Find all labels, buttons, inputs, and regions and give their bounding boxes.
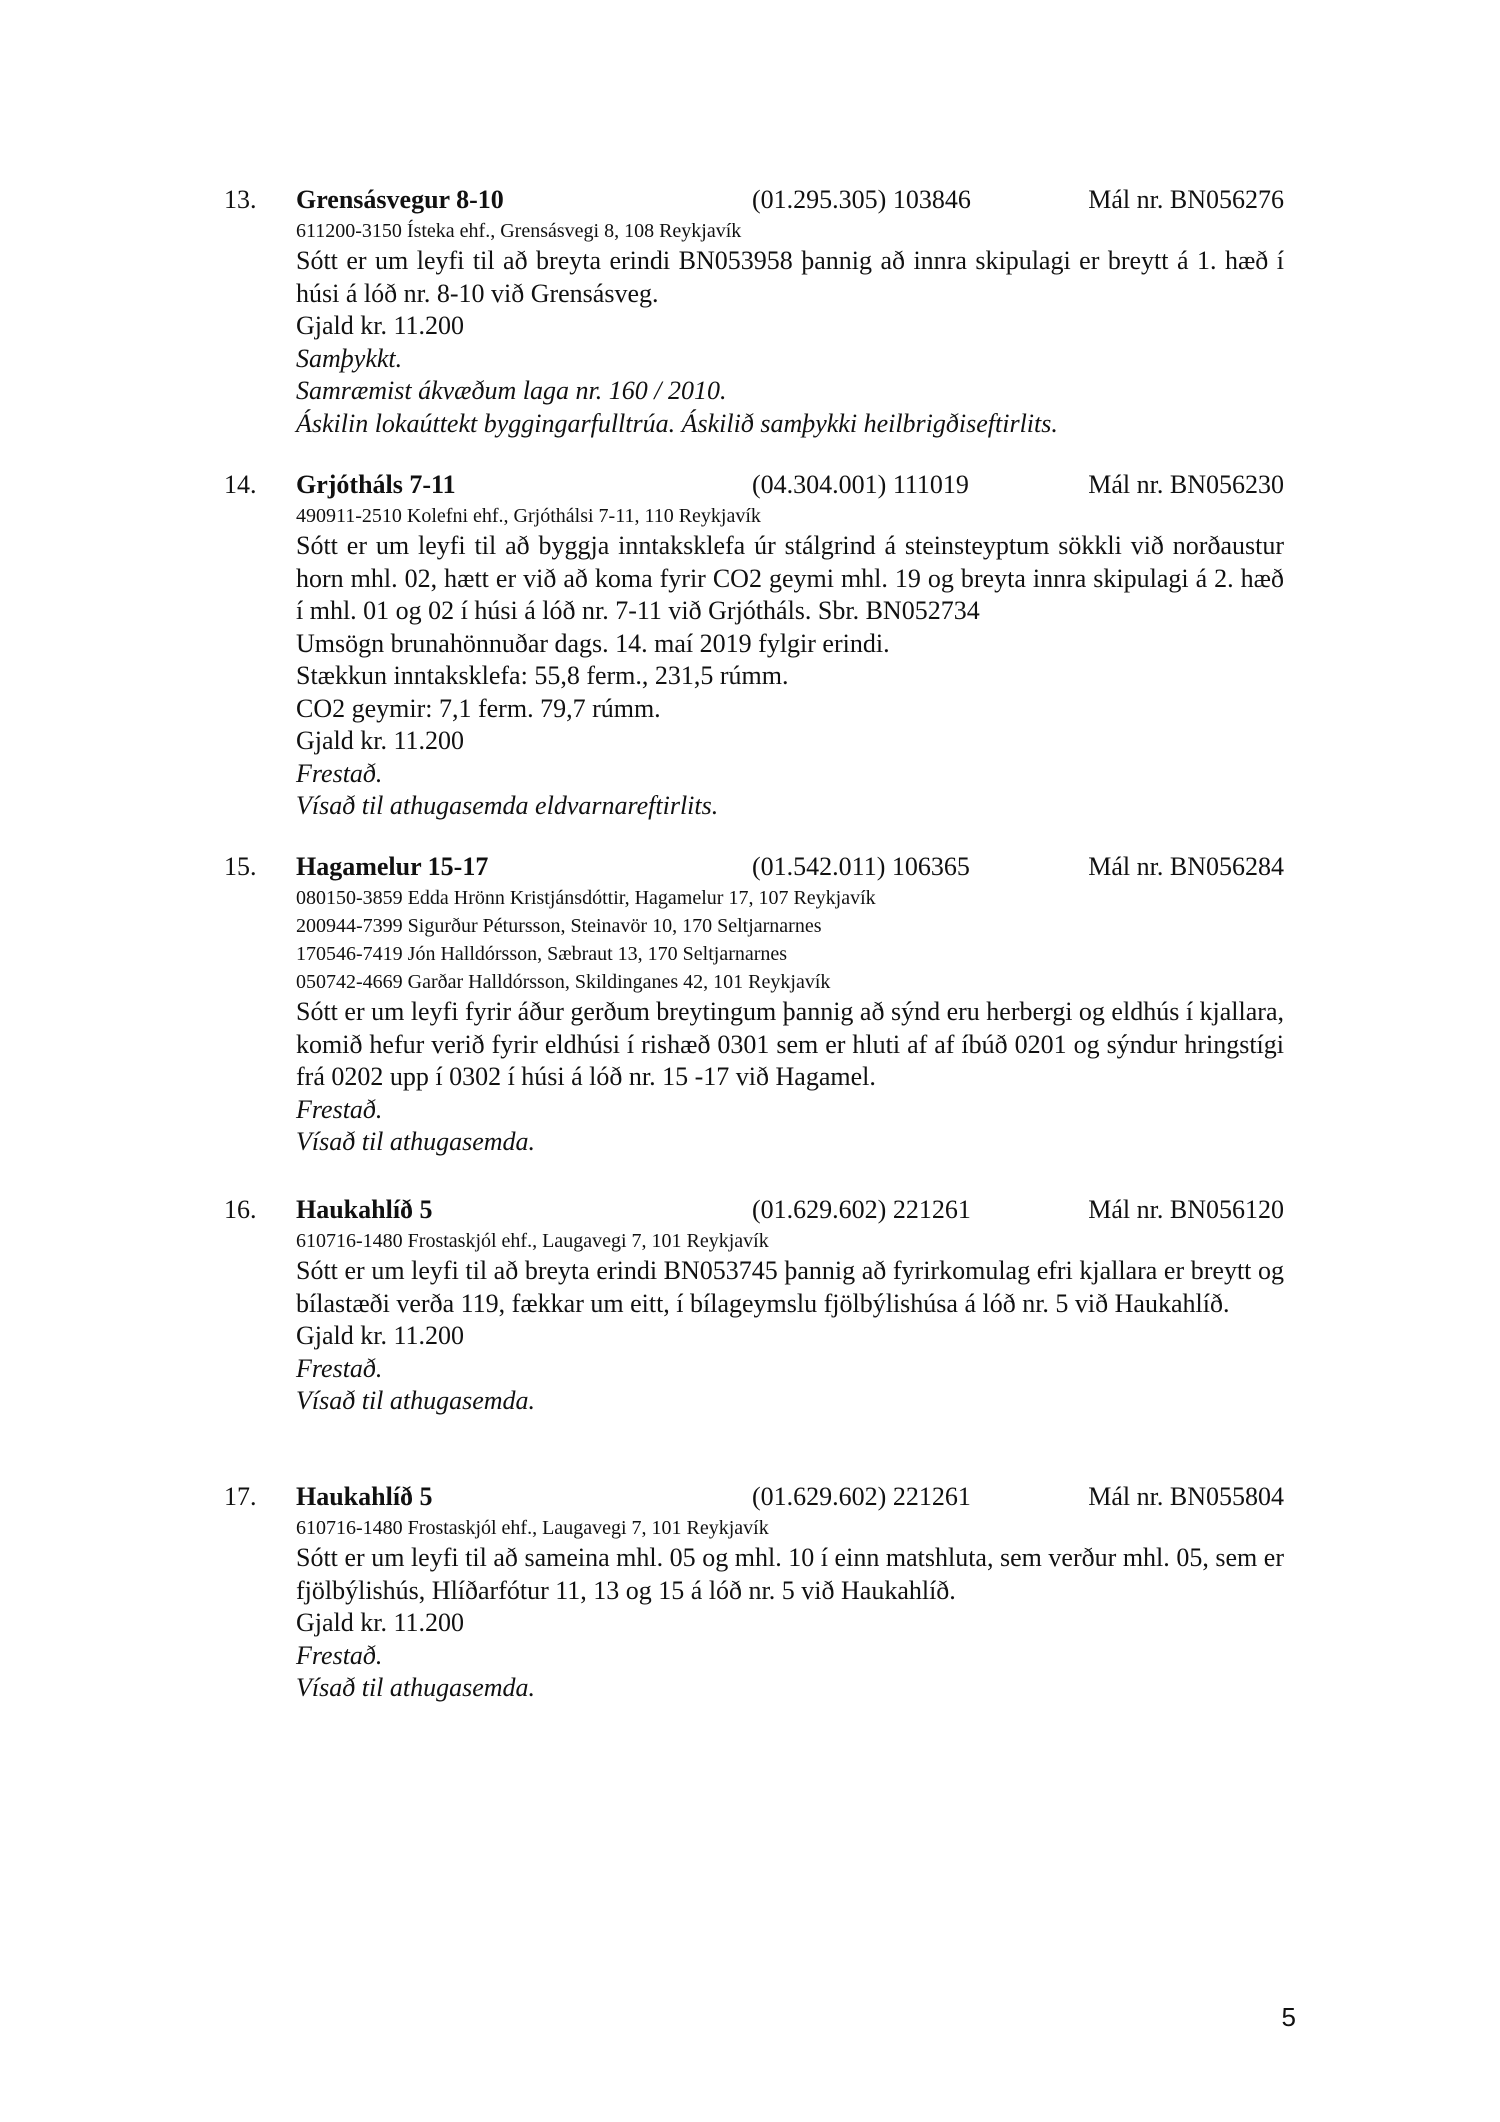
- decision-line: Vísað til athugasemda.: [296, 1386, 536, 1415]
- property-title: Haukahlíð 5: [296, 1195, 433, 1224]
- applicant-line: 080150-3859 Edda Hrönn Kristjánsdóttir, Hagamelur 17, 107 Reykjavík: [296, 887, 876, 909]
- application-description: Sótt er um leyfi fyrir áður gerðum breytingum þannig að sýnd eru herbergi og eldhús í kjallara, komið hefur verið fyrir eldhúsi í rishæð 0301 sem er hluti af af íbúð 0201 og sýndur hringstígi frá 0202 upp í 0302 í húsi á lóð nr. 15 -17 við Hagamel.: [296, 997, 1284, 1091]
- detail-line: CO2 geymir: 7,1 ferm. 79,7 rúmm.: [296, 693, 661, 723]
- decision-line: Samþykkt.: [296, 343, 403, 373]
- decision-line: Frestað.: [296, 1640, 383, 1670]
- decision-line: Samræmist ákvæðum laga nr. 160 / 2010.: [296, 376, 727, 405]
- applicant-line: 170546-7419 Jón Halldórsson, Sæbraut 13, 170 Seltjarnarnes: [296, 943, 788, 965]
- application-description: Sótt er um leyfi til að breyta erindi BN053745 þannig að fyrirkomulag efri kjallara er breytt og bílastæði verða 119, fækkar um eitt, í bílageymslu fjölbýlishúsa á lóð nr. 5 við Haukahlíð.: [296, 1256, 1284, 1318]
- application-description: Sótt er um leyfi til að sameina mhl. 05 og mhl. 10 í einn matshluta, sem verður mhl. 05, sem er fjölbýlishús, Hlíðarfótur 11, 13 og 15 á lóð nr. 5 við Haukahlíð.: [296, 1543, 1284, 1605]
- case-number: Mál nr. BN055804: [1088, 1482, 1284, 1511]
- application-description: Sótt er um leyfi til að breyta erindi BN053958 þannig að innra skipulagi er breytt á 1. hæð í húsi á lóð nr. 8-10 við Grensásveg.: [296, 246, 1284, 308]
- detail-line: Gjald kr. 11.200: [296, 726, 465, 755]
- applicant-line: 610716-1480 Frostaskjól ehf., Laugavegi 7, 101 Reykjavík: [296, 1230, 769, 1252]
- entry-header: [224, 1193, 1284, 1227]
- land-reference: (01.629.602) 221261: [752, 1482, 971, 1511]
- application-description: Sótt er um leyfi til að byggja inntaksklefa úr stálgrind á steinsteyptum sökkli við norðaustur horn mhl. 02, hætt er við að koma fyrir CO2 geymi mhl. 19 og breyta innra skipulagi á 2. hæð í mhl. 01 og 02 í húsi á lóð nr. 7-11 við Grjótháls. Sbr. BN052734: [296, 531, 1284, 625]
- case-number: Mál nr. BN056120: [1088, 1195, 1284, 1224]
- property-title: Grjótháls 7-11: [296, 470, 456, 499]
- applicant-line: 611200-3150 Ísteka ehf., Grensásvegi 8, 108 Reykjavík: [296, 220, 742, 242]
- case-entry: [224, 1480, 1284, 1705]
- applicant-line: 610716-1480 Frostaskjól ehf., Laugavegi 7, 101 Reykjavík: [296, 1517, 769, 1539]
- property-title: Grensásvegur 8-10: [296, 185, 504, 214]
- case-entry: [224, 183, 1284, 440]
- property-title: Hagamelur 15-17: [296, 852, 489, 881]
- case-number: Mál nr. BN056284: [1088, 852, 1284, 881]
- land-reference: (01.629.602) 221261: [752, 1195, 971, 1224]
- detail-line: Stækkun inntaksklefa: 55,8 ferm., 231,5 rúmm.: [296, 661, 789, 690]
- detail-line: Umsögn brunahönnuðar dags. 14. maí 2019 fylgir erindi.: [296, 628, 890, 658]
- land-reference: (01.542.011) 106365: [752, 852, 970, 881]
- entry-number: 14.: [224, 470, 257, 499]
- land-reference: (04.304.001) 111019: [752, 470, 969, 499]
- entry-number: 13.: [224, 185, 257, 214]
- case-number: Mál nr. BN056276: [1088, 185, 1284, 214]
- page-number: 5: [1281, 2002, 1296, 2032]
- entry-header: [224, 1480, 1284, 1514]
- decision-line: Vísað til athugasemda.: [296, 1127, 536, 1156]
- entry-header: [224, 468, 1284, 502]
- decision-line: Áskilin lokaúttekt byggingarfulltrúa. Áskilið samþykki heilbrigðiseftirlits.: [296, 408, 1058, 438]
- case-number: Mál nr. BN056230: [1088, 470, 1284, 499]
- applicant-line: 200944-7399 Sigurður Pétursson, Steinavör 10, 170 Seltjarnarnes: [296, 915, 822, 937]
- case-entry: [224, 850, 1284, 1159]
- entry-header: [224, 850, 1284, 884]
- detail-line: Gjald kr. 11.200: [296, 311, 465, 340]
- decision-line: Vísað til athugasemda eldvarnareftirlits.: [296, 791, 719, 820]
- entry-number: 17.: [224, 1482, 257, 1511]
- decision-line: Frestað.: [296, 1094, 383, 1124]
- entry-number: 15.: [224, 852, 257, 881]
- detail-line: Gjald kr. 11.200: [296, 1321, 465, 1350]
- detail-line: Gjald kr. 11.200: [296, 1608, 465, 1637]
- applicant-line: 050742-4669 Garðar Halldórsson, Skildinganes 42, 101 Reykjavík: [296, 971, 831, 993]
- entry-header: [224, 183, 1284, 217]
- land-reference: (01.295.305) 103846: [752, 185, 971, 214]
- case-entry: [224, 468, 1284, 823]
- applicant-line: 490911-2510 Kolefni ehf., Grjóthálsi 7-11, 110 Reykjavík: [296, 505, 761, 527]
- decision-line: Frestað.: [296, 758, 383, 788]
- decision-line: Frestað.: [296, 1353, 383, 1383]
- case-entry: [224, 1193, 1284, 1418]
- property-title: Haukahlíð 5: [296, 1482, 433, 1511]
- decision-line: Vísað til athugasemda.: [296, 1673, 536, 1702]
- entry-number: 16.: [224, 1195, 257, 1224]
